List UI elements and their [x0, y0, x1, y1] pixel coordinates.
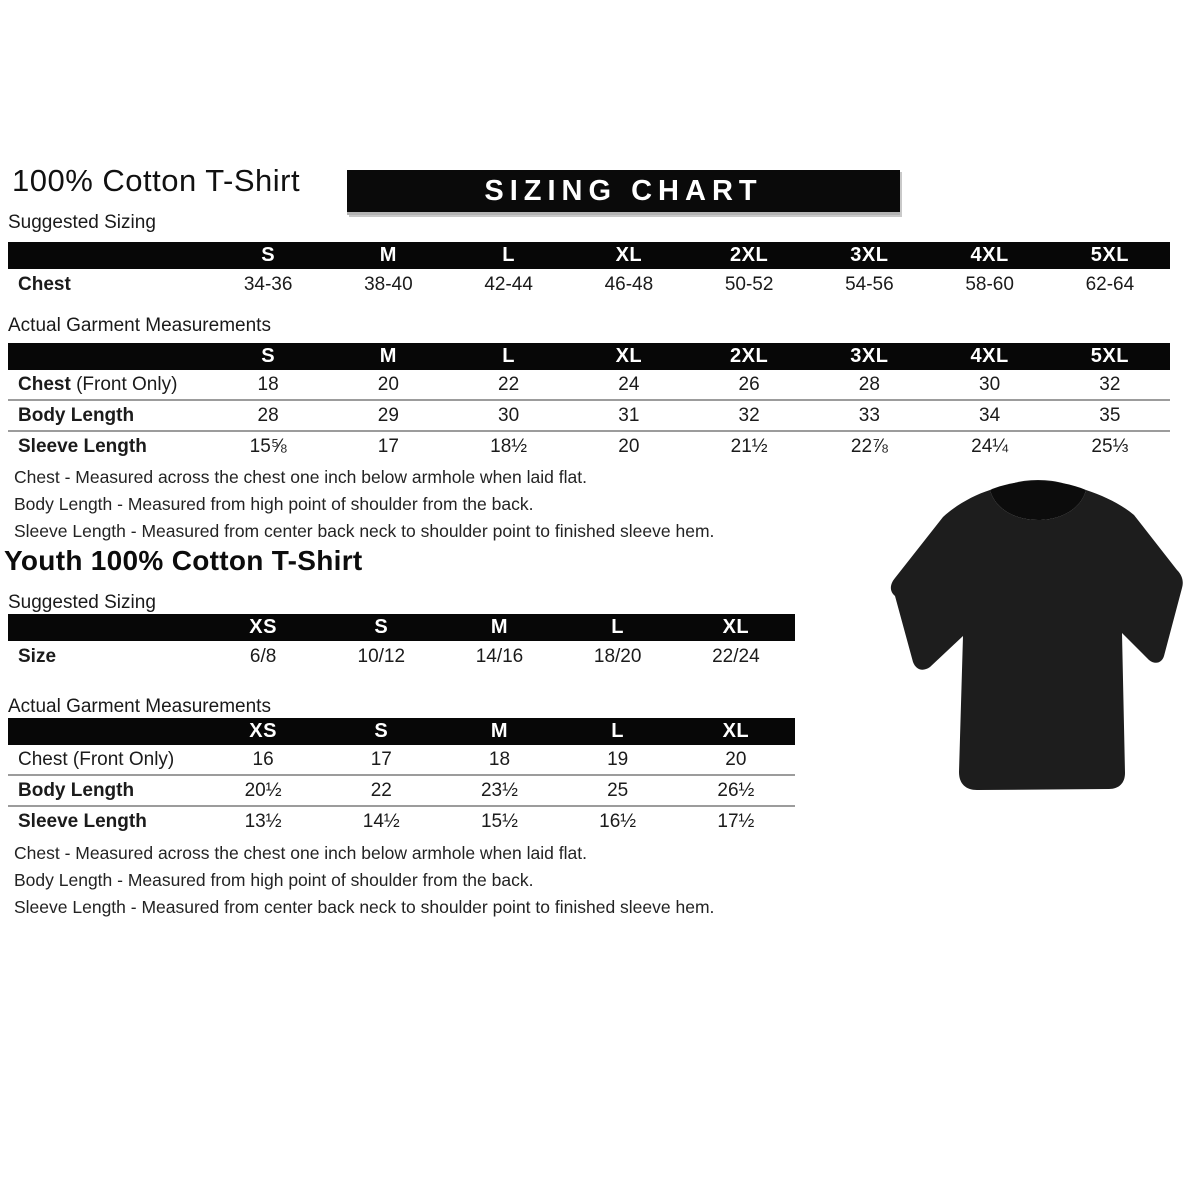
youth-actual-measurements-table — [8, 718, 795, 836]
table-corner-cell — [8, 614, 204, 641]
column-header-2xl: 2XL — [689, 242, 809, 269]
adult-suggested-sizing-label: Suggested Sizing — [8, 212, 156, 233]
note-line: Sleeve Length - Measured from center back neck to shoulder point to finished sleeve hem. — [14, 521, 715, 541]
column-header-xs: XS — [204, 718, 322, 745]
size-value-cell: 21½ — [689, 431, 809, 461]
size-value-cell: 16½ — [559, 806, 677, 836]
note-line: Body Length - Measured from high point of shoulder from the back. — [14, 870, 534, 890]
tshirt-body — [891, 490, 1183, 790]
column-header-l: L — [559, 614, 677, 641]
column-header-5xl: 5XL — [1050, 242, 1170, 269]
size-value-cell: 19 — [607, 748, 629, 770]
adult-suggested-sizing-table — [8, 242, 1170, 300]
size-value-cell: 18½ — [449, 431, 569, 461]
size-value-cell: 18 — [257, 373, 279, 395]
size-value-cell: 38-40 — [364, 273, 413, 295]
column-header-m: M — [328, 343, 448, 370]
size-value-cell: 17 — [328, 431, 448, 461]
size-value-cell: 46-48 — [604, 273, 654, 295]
column-header-s: S — [208, 242, 328, 269]
size-value-cell: 6/8 — [249, 645, 277, 667]
column-header-m: M — [440, 718, 558, 745]
size-value-cell: 14/16 — [475, 645, 524, 667]
size-value-cell: 62-64 — [1085, 273, 1135, 295]
size-value-cell: 32 — [689, 400, 809, 431]
column-header-s: S — [322, 614, 440, 641]
column-header-xs: XS — [204, 614, 322, 641]
youth-suggested-sizing-label: Suggested Sizing — [8, 592, 156, 613]
size-value-cell: 33 — [809, 400, 929, 431]
table-row — [8, 370, 1170, 400]
size-value-cell: 32 — [1099, 373, 1121, 395]
size-value-cell: 26 — [738, 373, 760, 395]
size-value-cell: 54-56 — [845, 273, 894, 295]
table-row — [8, 745, 795, 775]
size-value-cell: 26½ — [677, 775, 795, 806]
size-value-cell: 18 — [488, 748, 511, 770]
row-label-cell: Chest (Front Only) — [18, 748, 175, 770]
column-header-m: M — [440, 614, 558, 641]
size-value-cell: 20½ — [204, 775, 322, 806]
row-label-cell: Sleeve Length — [8, 431, 208, 461]
table-row — [8, 806, 795, 836]
size-value-cell: 29 — [328, 400, 448, 431]
size-value-cell: 10/12 — [357, 645, 406, 667]
sizing-chart-banner: SIZING CHART — [347, 170, 900, 215]
table-corner-cell — [8, 718, 204, 745]
column-header-m: M — [328, 242, 448, 269]
column-header-xl: XL — [569, 242, 689, 269]
table-corner-cell — [8, 343, 208, 370]
adult-actual-measurements-label: Actual Garment Measurements — [8, 315, 271, 336]
size-value-cell: 34-36 — [243, 273, 293, 295]
size-value-cell: 15½ — [440, 806, 558, 836]
column-header-5xl: 5XL — [1050, 343, 1170, 370]
table-corner-cell — [8, 242, 208, 269]
size-value-cell: 25⅓ — [1050, 431, 1170, 461]
note-line: Sleeve Length - Measured from center back neck to shoulder point to finished sleeve hem. — [14, 897, 715, 917]
column-header-3xl: 3XL — [809, 242, 929, 269]
column-header-l: L — [449, 343, 569, 370]
table-row — [8, 400, 1170, 431]
column-header-4xl: 4XL — [930, 242, 1050, 269]
youth-actual-measurements-label: Actual Garment Measurements — [8, 696, 271, 717]
size-value-cell: 17 — [370, 748, 392, 770]
size-value-cell: 28 — [858, 373, 880, 395]
size-value-cell: 13½ — [204, 806, 322, 836]
column-header-l: L — [559, 718, 677, 745]
column-header-xl: XL — [677, 718, 795, 745]
youth-suggested-sizing-table — [8, 614, 795, 672]
row-label-cell: Size — [18, 645, 57, 667]
size-value-cell: 50-52 — [724, 273, 774, 295]
table-row — [8, 641, 795, 672]
row-label-cell: Chest — [18, 273, 71, 295]
size-value-cell: 15⅝ — [208, 431, 328, 461]
size-value-cell: 22/24 — [712, 645, 760, 667]
size-value-cell: 16 — [252, 748, 274, 770]
size-value-cell: 28 — [208, 400, 328, 431]
size-value-cell: 30 — [979, 373, 1001, 395]
size-value-cell: 35 — [1050, 400, 1170, 431]
youth-section-title: Youth 100% Cotton T-Shirt — [4, 545, 363, 576]
adult-measurement-notes — [14, 464, 714, 545]
size-value-cell: 22 — [322, 775, 440, 806]
size-value-cell: 20 — [569, 431, 689, 461]
size-value-cell: 18/20 — [593, 645, 642, 667]
row-label-cell: Chest (Front Only) — [18, 373, 178, 395]
size-value-cell: 24¼ — [930, 431, 1050, 461]
note-line: Chest - Measured across the chest one inch below armhole when laid flat. — [14, 843, 587, 863]
column-header-4xl: 4XL — [930, 343, 1050, 370]
table-row — [8, 431, 1170, 461]
size-value-cell: 17½ — [677, 806, 795, 836]
tshirt-graphic — [886, 476, 1191, 811]
row-label-cell: Body Length — [8, 775, 204, 806]
column-header-s: S — [208, 343, 328, 370]
column-header-xl: XL — [569, 343, 689, 370]
note-line: Body Length - Measured from high point of shoulder from the back. — [14, 494, 534, 514]
size-value-cell: 58-60 — [965, 273, 1014, 295]
size-value-cell: 31 — [569, 400, 689, 431]
size-value-cell: 22⅞ — [809, 431, 929, 461]
size-value-cell: 42-44 — [484, 273, 533, 295]
size-value-cell: 24 — [618, 373, 640, 395]
size-value-cell: 30 — [449, 400, 569, 431]
column-header-xl: XL — [677, 614, 795, 641]
column-header-s: S — [322, 718, 440, 745]
size-value-cell: 20 — [377, 373, 399, 395]
page-title: 100% Cotton T-Shirt — [12, 163, 301, 198]
size-value-cell: 25 — [559, 775, 677, 806]
youth-measurement-notes — [14, 840, 714, 921]
black-tshirt-image — [886, 476, 1191, 811]
row-label-cell: Body Length — [8, 400, 208, 431]
size-value-cell: 23½ — [440, 775, 558, 806]
size-value-cell: 22 — [498, 373, 520, 395]
column-header-l: L — [449, 242, 569, 269]
size-value-cell: 20 — [725, 748, 747, 770]
column-header-2xl: 2XL — [689, 343, 809, 370]
note-line: Chest - Measured across the chest one inch below armhole when laid flat. — [14, 467, 587, 487]
size-value-cell: 34 — [930, 400, 1050, 431]
table-row — [8, 775, 795, 806]
size-value-cell: 14½ — [322, 806, 440, 836]
adult-actual-measurements-table — [8, 343, 1170, 461]
column-header-3xl: 3XL — [809, 343, 929, 370]
row-label-cell: Sleeve Length — [8, 806, 204, 836]
table-row — [8, 269, 1170, 300]
